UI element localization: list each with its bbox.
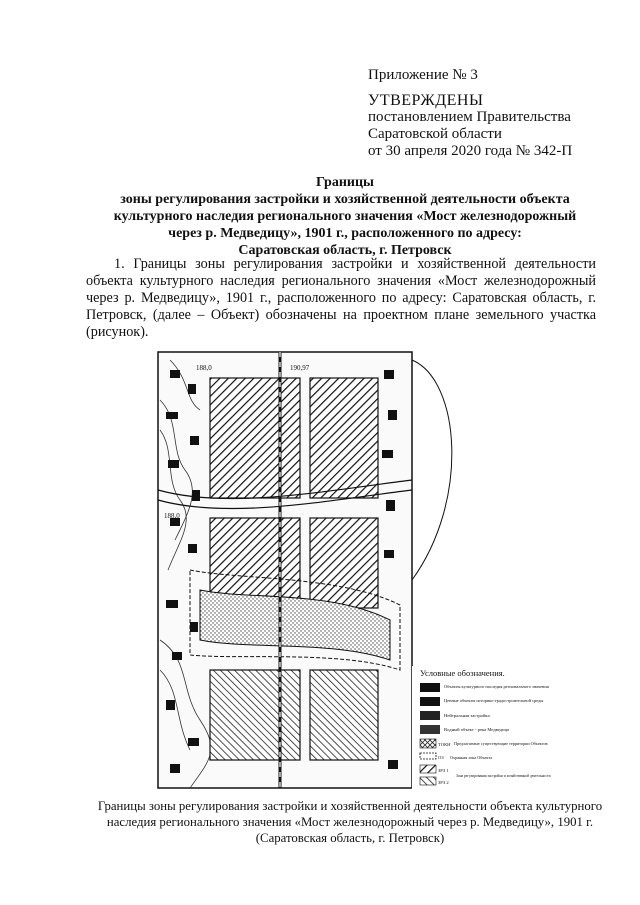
boundary-arc [412, 360, 452, 580]
legend-swatch [420, 711, 440, 720]
legend-swatch [420, 697, 440, 706]
zone-blocks [210, 378, 378, 760]
figure-caption [80, 798, 620, 846]
approved-line: Саратовской области [368, 126, 502, 142]
caption-line: (Саратовская область, г. Петровск) [255, 831, 445, 845]
legend-swatch [420, 725, 440, 734]
street-label: 188,0 [164, 512, 180, 520]
title-line: культурного наследия регионального значения «Мост железнодорожный [113, 209, 577, 224]
title-line: Границы [316, 175, 374, 190]
legend-label: Предлагаемые существующие территории Объектов [454, 741, 548, 746]
title-line: Саратовская область, г. Петровск [238, 243, 452, 258]
legend-label: Водный объект - река Медведица [444, 727, 510, 732]
legend-code: ОЗ [438, 755, 444, 760]
body-paragraph: 1. Границы зоны регулирования застройки и хозяйственной деятельности объекта культурного наследия регионального значения «Мост железнодорожный через р. Медведицу», 1901 г., расположенного по адресу: Саратовская область, г. Петровск, (далее – Объект) обозначены на проектном плане земельного участка (рисунок). [86, 256, 596, 340]
legend-label: Нейтральная застройка [444, 713, 490, 718]
legend-title: Условные обозначения. [420, 668, 505, 678]
approval-block [368, 92, 572, 160]
legend-swatch [420, 777, 436, 785]
approved-line: постановлением Правительства [368, 109, 571, 125]
legend-swatch [420, 765, 436, 773]
document-title [80, 174, 610, 259]
street-label: 190,97 [290, 364, 310, 372]
legend-code: ТОКН [438, 742, 451, 747]
legend-swatch [420, 739, 436, 748]
legend-code: ЗРЗ 2 [438, 780, 449, 785]
title-line: зоны регулирования застройки и хозяйственной деятельности объекта [120, 192, 570, 207]
caption-line: Границы зоны регулирования застройки и хозяйственной деятельности объекта культурного [97, 799, 603, 813]
zone-map [130, 340, 551, 792]
legend-label: Объекты культурного наследия регионального значения [444, 684, 549, 689]
title-line: через р. Медведицу», 1901 г., расположенного по адресу: [168, 226, 522, 241]
street-label: 188,0 [196, 364, 212, 372]
legend-label: Ценные объекты историко-градостроительной среды [444, 698, 544, 703]
legend-swatch [420, 683, 440, 692]
zone-map-figure [130, 340, 551, 792]
legend-label: Зона регулирования застройки и хозяйственной деятельности [456, 774, 551, 778]
caption-line: наследия регионального значения «Мост железнодорожный через р. Медведицу», 1901 г. [106, 815, 594, 829]
approved-line: от 30 апреля 2020 года № 342-П [368, 143, 573, 159]
legend-label: Охранная зона Объекта [450, 755, 493, 760]
approved-title: УТВЕРЖДЕНЫ [368, 92, 484, 109]
map-legend [412, 666, 551, 792]
legend-code: ЗРЗ 1 [438, 768, 449, 773]
appendix-number: Приложение № 3 [368, 67, 478, 83]
legend-swatch [420, 753, 436, 759]
